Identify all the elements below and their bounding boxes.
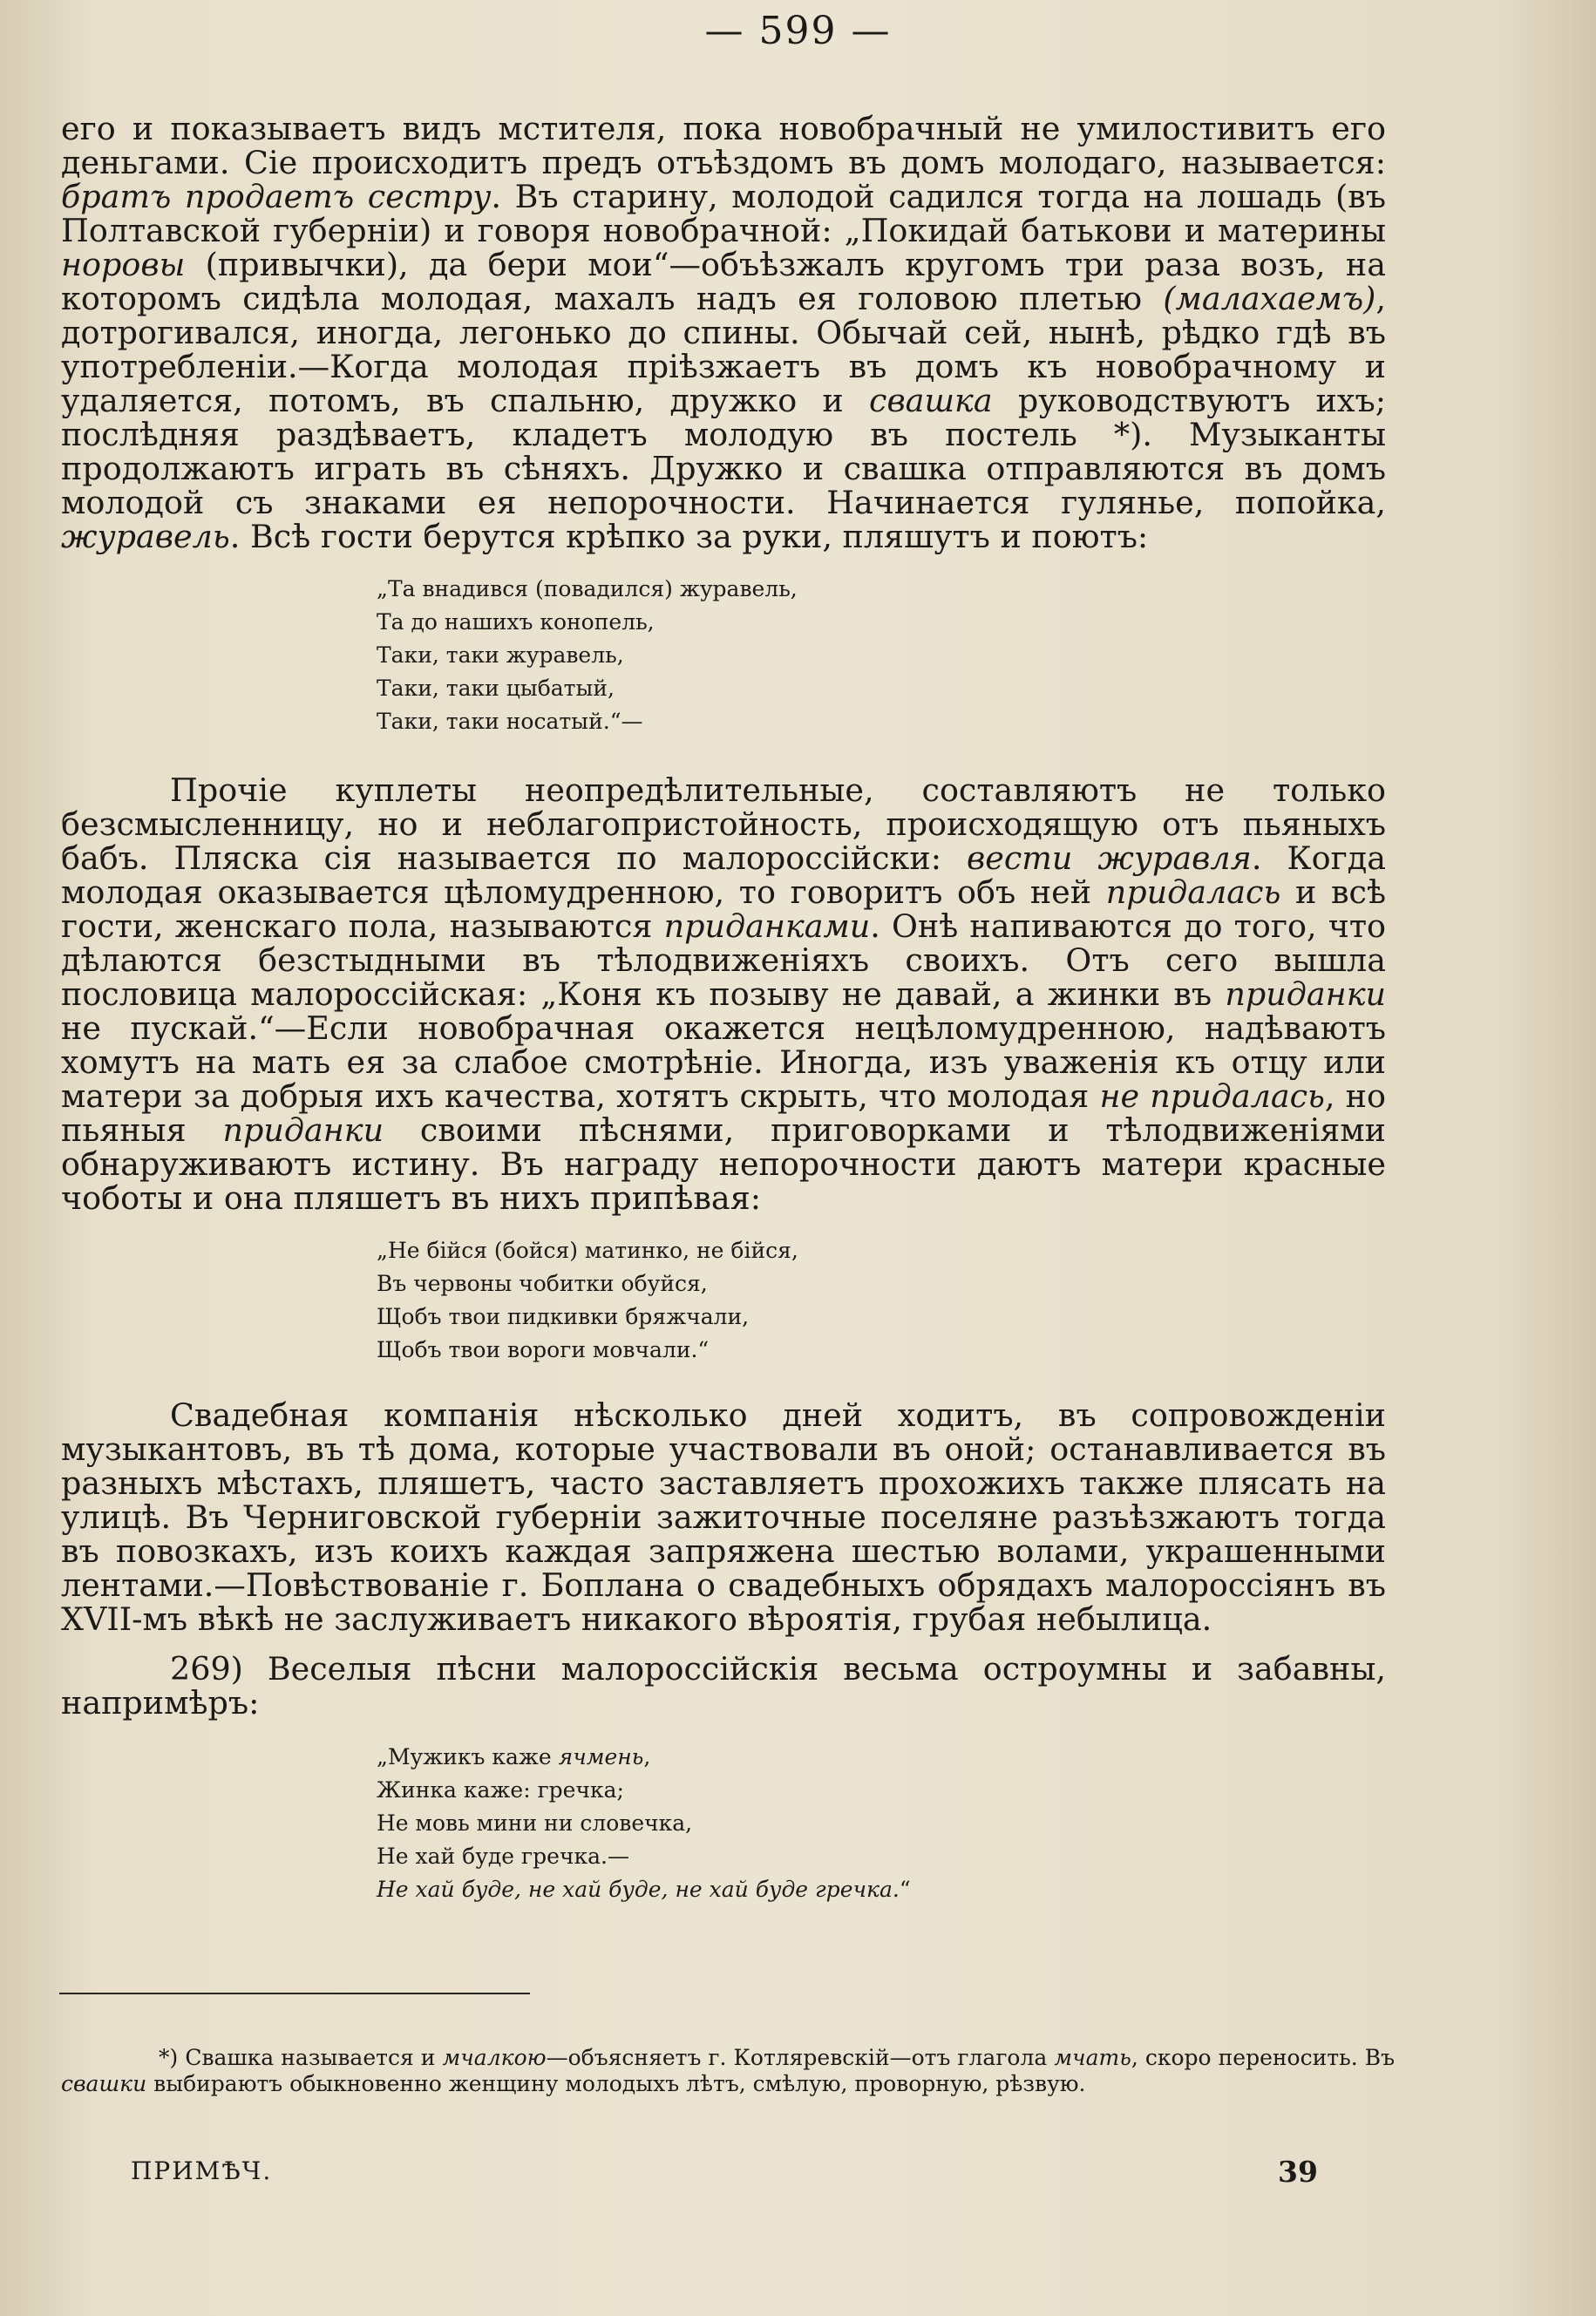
- paragraph-3: Свадебная компанія нѣсколько дней ходитъ, въ сопровожденіи музыкантовъ, въ тѣ дома, которые участвовали въ оной; останавливается въ разныхъ мѣстахъ, пляшетъ, часто заставляетъ прохожихъ также плясать на улицѣ. Въ Черниговской губерніи зажиточные поселяне разъѣзжаютъ тогда въ повозкахъ, изъ коихъ каждая запряжена шестью волами, украшенными лентами.—Повѣствованіе г. Боплана о свадебныхъ обрядахъ малороссіянъ въ XVII-мъ вѣкѣ не заслуживаетъ никакого вѣроятія, грубая небылица.: [61, 1396, 1386, 1638]
- text-run: . Всѣ гости берутся крѣпко за руки, пляшутъ и поютъ:: [229, 518, 1149, 555]
- verse-line: „Та внадився (повадился) журавель,: [377, 576, 798, 601]
- text-run: своими пѣснями, приговорками и тѣлодвиженіями обнаруживаютъ истину. Въ награду непорочности даютъ матери красные чоботы и она пляшетъ въ нихъ припѣвая:: [61, 1111, 1386, 1217]
- text-run: , дотрогивался, иногда, легонько до спины. Обычай сей, нынѣ, рѣдко гдѣ въ употребленіи.—Когда молодая пріѣзжаетъ въ домъ къ новобрачному и удаляется, потомъ, въ спальню, дружко и: [61, 280, 1386, 419]
- footnote: [61, 2045, 1395, 2097]
- verse-line: [377, 1741, 1386, 1774]
- italic-term: приданками: [663, 907, 871, 945]
- verse-line: Таки, таки цыбатый,: [377, 676, 615, 701]
- italic-refrain: Не хай буде, не хай буде, не хай буде гречка.: [377, 1877, 900, 1902]
- text-run: (привычки), да бери мои“—объѣзжалъ кругомъ три раза возъ, на которомъ сидѣла молодая, махалъ надъ ея головою плетью: [61, 246, 1386, 317]
- printer-signature: ПРИМѢЧ.: [131, 2156, 273, 2185]
- italic-term: ячмень: [558, 1744, 644, 1769]
- italic-term: журавель: [61, 518, 230, 555]
- verse-line: Жинка каже: гречка;: [377, 1777, 624, 1803]
- italic-term: мчать: [1054, 2045, 1131, 2070]
- main-text: [61, 112, 1386, 1906]
- verse-line: Щобъ твои пидкивки бряжчали,: [377, 1304, 750, 1329]
- verse-line: Въ червоны чобитки обуйся,: [377, 1271, 708, 1296]
- italic-term: приданки: [222, 1111, 384, 1149]
- verse-line: Щобъ твои вороги мовчали.“: [377, 1337, 710, 1362]
- text-run: и всѣ гости, женскаго пола, называются: [61, 873, 1386, 945]
- text-run: *) Свашка называется и: [159, 2045, 443, 2070]
- text-run: . Въ старину, молодой садился тогда на лошадь (въ Полтавской губерніи) и говоря новобрачной: „Покидай батькови и материны: [61, 178, 1386, 249]
- song-verse-3: [61, 1741, 1386, 1906]
- italic-term: свашка: [869, 382, 993, 419]
- text-run: ,: [643, 1744, 651, 1769]
- text-run: не пускай.“—Если новобрачная окажется нецѣломудренною, надѣваютъ хомутъ на мать ея за слабое смотрѣніе. Иногда, изъ уваженія къ отцу или матери за добрыя ихъ качества, хотятъ скрыть, что молодая: [61, 1009, 1386, 1115]
- italic-term: братъ продаетъ сестру: [61, 178, 492, 215]
- song-verse-1: [61, 573, 1386, 738]
- text-run: . Онѣ напиваются до того, что дѣлаются безстыдными въ тѣлодвиженіяхъ своихъ. Отъ сего вышла пословица малороссійская: „Коня къ позыву не давай, а жинки въ: [61, 907, 1387, 1013]
- page-number: — 599 —: [704, 9, 892, 53]
- paragraph-1: [61, 112, 1386, 554]
- text-run: , но пьяныя: [61, 1077, 1386, 1149]
- verse-line: Та до нашихъ конопель,: [377, 609, 655, 635]
- sheet-number: 39: [1278, 2155, 1318, 2189]
- italic-term: не придалась: [1099, 1077, 1325, 1115]
- verse-line: „Не бійся (бойся) матинко, не бійся,: [377, 1238, 798, 1263]
- italic-term: приданки: [1225, 975, 1386, 1013]
- italic-term: мчалкою: [442, 2045, 547, 2070]
- text-run: Прочіе куплеты неопредѣлительные, составляютъ не только безсмысленницу, но и неблагопристойность, происходящую отъ пьяныхъ бабъ. Пляска сія называется по малороссійски:: [61, 771, 1386, 877]
- verse-line: Не мовь мини ни словечка,: [377, 1810, 693, 1836]
- italic-term: вести журавля: [966, 839, 1252, 877]
- text-run: “: [899, 1877, 911, 1902]
- paragraph-4: 269) Веселыя пѣсни малороссійскія весьма остроумны и забавны, напримѣръ:: [61, 1650, 1386, 1722]
- verse-line: Таки, таки журавель,: [377, 642, 624, 668]
- italic-term: (малахаемъ): [1163, 280, 1376, 317]
- paragraph-2: [61, 773, 1386, 1215]
- footnote-divider: [59, 1993, 530, 1994]
- italic-term: свашки: [61, 2071, 147, 2096]
- text-run: „Мужикъ каже: [377, 1744, 559, 1769]
- verse-line: Не хай буде гречка.—: [377, 1844, 629, 1869]
- song-verse-2: [61, 1234, 1386, 1367]
- italic-term: придалась: [1105, 873, 1281, 911]
- text-run: . Когда молодая оказывается цѣломудренною, то говоритъ объ ней: [61, 839, 1386, 911]
- text-run: его и показываетъ видъ мстителя, пока новобрачный не умилостивитъ его деньгами. Сіе происходитъ предъ отъѣздомъ въ домъ молодаго, называется:: [61, 110, 1386, 181]
- text-run: выбираютъ обыкновенно женщину молодыхъ лѣтъ, смѣлую, проворную, рѣзвую.: [146, 2071, 1086, 2096]
- text-run: —объясняетъ г. Котляревскій—отъ глагола: [546, 2045, 1055, 2070]
- verse-line: [377, 1873, 1386, 1906]
- text-run: руководствуютъ ихъ; послѣдняя раздѣваетъ, кладетъ молодую въ постель *). Музыканты продолжаютъ играть въ сѣняхъ. Дружко и свашка отправляются въ домъ молодой съ знаками ея непорочности. Начинается гулянье, попойка,: [61, 382, 1386, 521]
- italic-term: норовы: [61, 246, 186, 283]
- verse-line: Таки, таки носатый.“—: [377, 709, 643, 734]
- text-run: , скоро переносить. Въ: [1131, 2045, 1395, 2070]
